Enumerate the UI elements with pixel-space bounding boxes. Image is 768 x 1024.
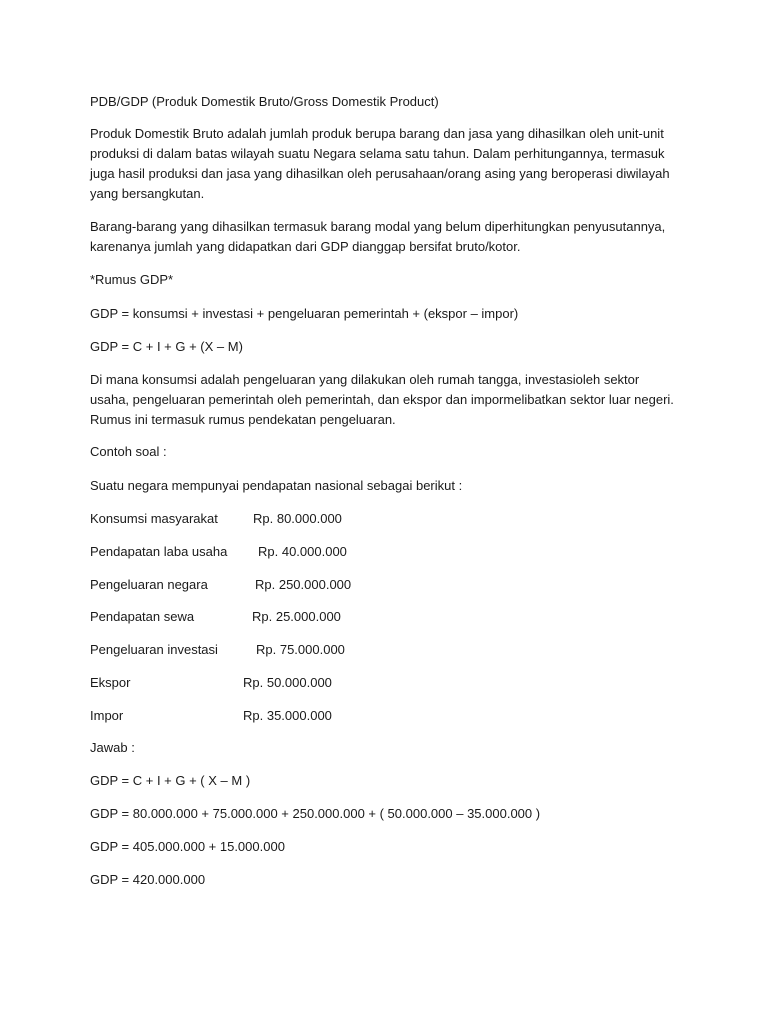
income-item-value: Rp. 50.000.000: [243, 675, 332, 690]
income-item-label: Ekspor: [90, 675, 131, 690]
income-item-label: Impor: [90, 708, 124, 723]
income-item-value: Rp. 25.000.000: [252, 609, 341, 624]
formula-words: GDP = konsumsi + investasi + pengeluaran pemerintah + (ekspor – impor): [90, 306, 519, 321]
income-item-value: Rp. 35.000.000: [243, 708, 332, 723]
income-item-label: Pengeluaran negara: [90, 577, 208, 592]
income-item-label: Konsumsi masyarakat: [90, 511, 218, 526]
solution-step: GDP = 405.000.000 + 15.000.000: [90, 839, 285, 854]
paragraph-bruto: Barang-barang yang dihasilkan termasuk barang modal yang belum diperhitungkan penyusutannya, karenanya jumlah yang didapatkan dari GDP dianggap bersifat bruto/kotor.: [90, 219, 666, 254]
income-item-label: Pendapatan laba usaha: [90, 544, 228, 559]
solution-step: GDP = C + I + G + ( X – M ): [90, 773, 251, 788]
paragraph-definition: Produk Domestik Bruto adalah jumlah produk berupa barang dan jasa yang dihasilkan oleh unit-unit produksi di dalam batas wilayah suatu Negara selama satu tahun. Dalam perhitungannya, termasuk juga hasil produksi dan jasa yang dihasilkan oleh perusahaan/orang asing yang beroperasi diwilayah yang bersangkutan.: [90, 126, 670, 201]
rumus-heading: *Rumus GDP*: [90, 272, 174, 287]
document-title: PDB/GDP (Produk Domestik Bruto/Gross Domestik Product): [90, 94, 439, 109]
income-item-label: Pendapatan sewa: [90, 609, 195, 624]
income-item-row: [90, 542, 490, 562]
formula-symbols: GDP = C + I + G + (X – M): [90, 339, 243, 354]
answer-heading: Jawab :: [90, 740, 135, 755]
income-item-value: Rp. 250.000.000: [255, 577, 352, 592]
income-item-row: [90, 607, 490, 627]
income-item-value: Rp. 80.000.000: [253, 511, 342, 526]
income-item-row: [90, 575, 490, 595]
solution-result: GDP = 420.000.000: [90, 872, 206, 887]
paragraph-explanation: Di mana konsumsi adalah pengeluaran yang dilakukan oleh rumah tangga, investasioleh sektor usaha, pengeluaran pemerintah oleh pemerintah, dan ekspor dan impormelibatkan sektor luar negeri. Rumus ini termasuk rumus pendekatan pengeluaran.: [90, 372, 674, 427]
income-item-row: [90, 706, 490, 726]
income-item-value: Rp. 75.000.000: [256, 642, 345, 657]
example-intro: Suatu negara mempunyai pendapatan nasional sebagai berikut :: [90, 478, 463, 493]
income-item-row: [90, 640, 490, 660]
solution-step: GDP = 80.000.000 + 75.000.000 + 250.000.000 + ( 50.000.000 – 35.000.000 ): [90, 806, 541, 821]
income-item-label: Pengeluaran investasi: [90, 642, 218, 657]
income-item-value: Rp. 40.000.000: [258, 544, 347, 559]
income-item-row: [90, 673, 490, 693]
income-item-row: [90, 509, 490, 529]
example-heading: Contoh soal :: [90, 444, 167, 459]
